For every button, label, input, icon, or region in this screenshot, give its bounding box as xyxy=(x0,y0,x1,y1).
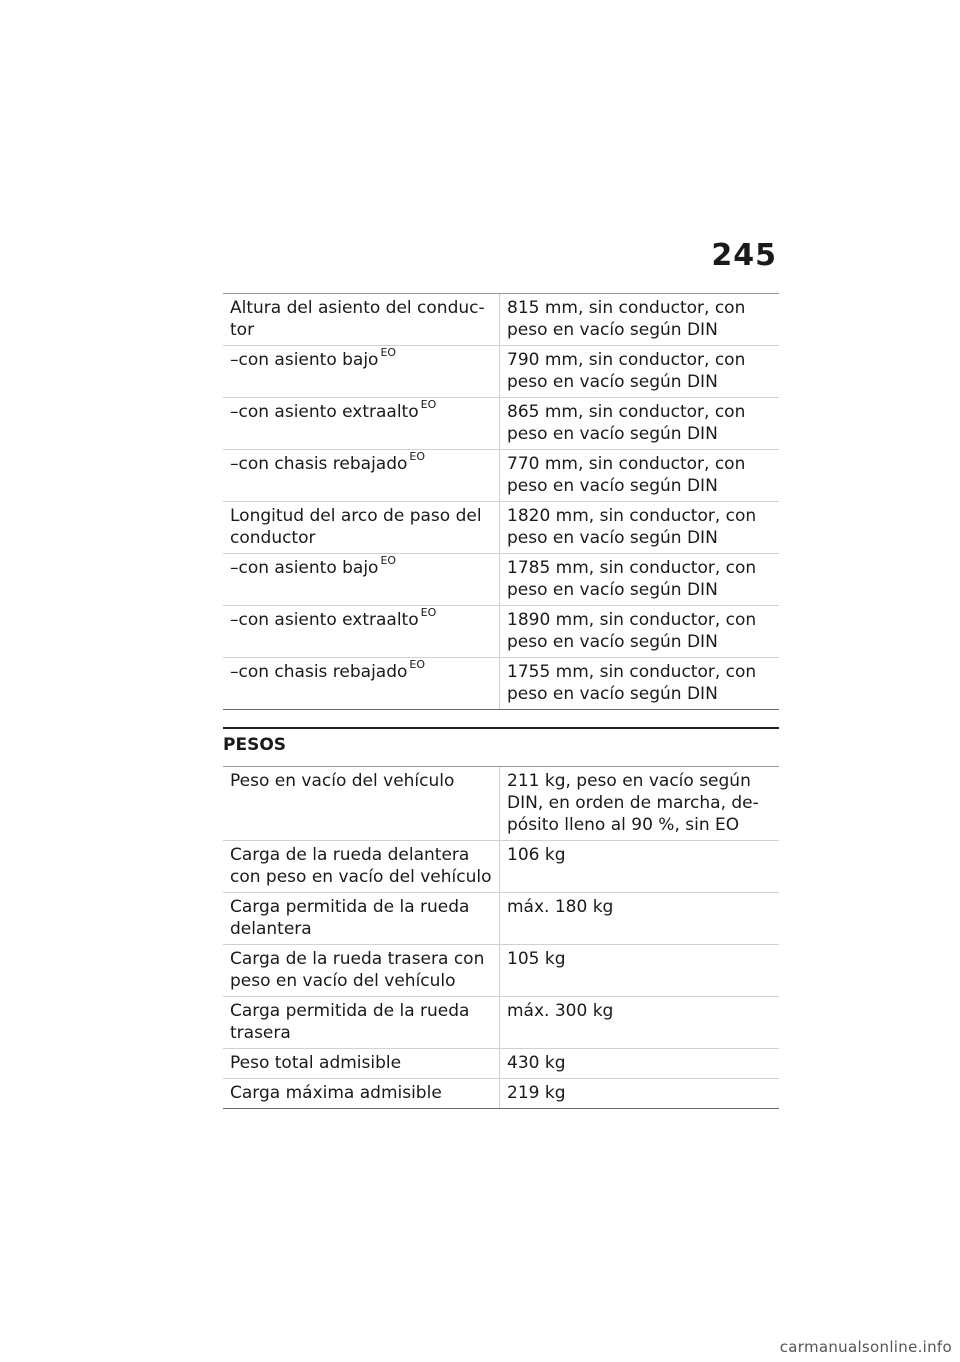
table-row xyxy=(223,658,779,710)
spec-value: máx. 300 kg xyxy=(500,997,780,1049)
table-row xyxy=(223,1079,779,1109)
spec-label: –con asiento bajo $^{EO}$ xyxy=(223,554,500,606)
table-row xyxy=(223,294,779,346)
spec-label: Longitud del arco de paso del conductor xyxy=(223,502,500,554)
section-heading-weights: PESOS xyxy=(223,735,287,755)
spec-value: 219 kg xyxy=(500,1079,780,1109)
table-row xyxy=(223,450,779,502)
table-row xyxy=(223,945,779,997)
watermark-url: carmanualsonline.info xyxy=(779,1338,952,1356)
table-row xyxy=(223,502,779,554)
spec-value: 1755 mm, sin conductor, con peso en vacío según DIN xyxy=(500,658,780,710)
spec-label: Carga de la rueda delantera con peso en vacío del vehículo xyxy=(223,841,500,893)
table-row xyxy=(223,893,779,945)
eo-marker: EO xyxy=(420,606,437,619)
spec-label: –con asiento extraalto $^{EO}$ xyxy=(223,398,500,450)
spec-value: máx. 180 kg xyxy=(500,893,780,945)
spec-value: 1890 mm, sin conductor, con peso en vacío según DIN xyxy=(500,606,780,658)
spec-label: Carga máxima admisible xyxy=(223,1079,500,1109)
spec-value: 1820 mm, sin conductor, con peso en vacío según DIN xyxy=(500,502,780,554)
eo-marker: EO xyxy=(420,398,437,411)
spec-label: Peso en vacío del vehículo xyxy=(223,767,500,841)
spec-label: Altura del asiento del conduc-tor xyxy=(223,294,500,346)
table-row xyxy=(223,398,779,450)
spec-value: 1785 mm, sin conductor, con peso en vacío según DIN xyxy=(500,554,780,606)
spec-value: 430 kg xyxy=(500,1049,780,1079)
spec-label: Carga permitida de la rueda trasera xyxy=(223,997,500,1049)
spec-label: –con asiento bajo $^{EO}$ xyxy=(223,346,500,398)
page-content xyxy=(223,293,779,1109)
spec-label: Peso total admisible xyxy=(223,1049,500,1079)
spec-value: 790 mm, sin conductor, con peso en vacío según DIN xyxy=(500,346,780,398)
spec-label: Carga permitida de la rueda delantera xyxy=(223,893,500,945)
spec-value: 865 mm, sin conductor, con peso en vacío según DIN xyxy=(500,398,780,450)
spec-label: –con asiento extraalto $^{EO}$ xyxy=(223,606,500,658)
table-row xyxy=(223,554,779,606)
spec-value: 106 kg xyxy=(500,841,780,893)
seat-height-table xyxy=(223,293,779,710)
spec-value: 815 mm, sin conductor, con peso en vacío según DIN xyxy=(500,294,780,346)
eo-marker: EO xyxy=(380,554,397,567)
spec-value: 105 kg xyxy=(500,945,780,997)
table-row xyxy=(223,997,779,1049)
table-row xyxy=(223,767,779,841)
eo-marker: EO xyxy=(409,658,426,671)
weights-table xyxy=(223,766,779,1109)
spec-value: 770 mm, sin conductor, con peso en vacío según DIN xyxy=(500,450,780,502)
spec-label: Carga de la rueda trasera con peso en vacío del vehículo xyxy=(223,945,500,997)
table-row xyxy=(223,1049,779,1079)
table-row xyxy=(223,346,779,398)
page-number: 245 xyxy=(711,238,777,273)
table-row xyxy=(223,606,779,658)
spec-label: –con chasis rebajado $^{EO}$ xyxy=(223,658,500,710)
table-row xyxy=(223,841,779,893)
eo-marker: EO xyxy=(380,346,397,359)
spec-value: 211 kg, peso en vacío según DIN, en orden de marcha, de-pósito lleno al 90 %, sin EO xyxy=(500,767,780,841)
section-divider xyxy=(223,727,779,729)
eo-marker: EO xyxy=(409,450,426,463)
spec-label: –con chasis rebajado $^{EO}$ xyxy=(223,450,500,502)
